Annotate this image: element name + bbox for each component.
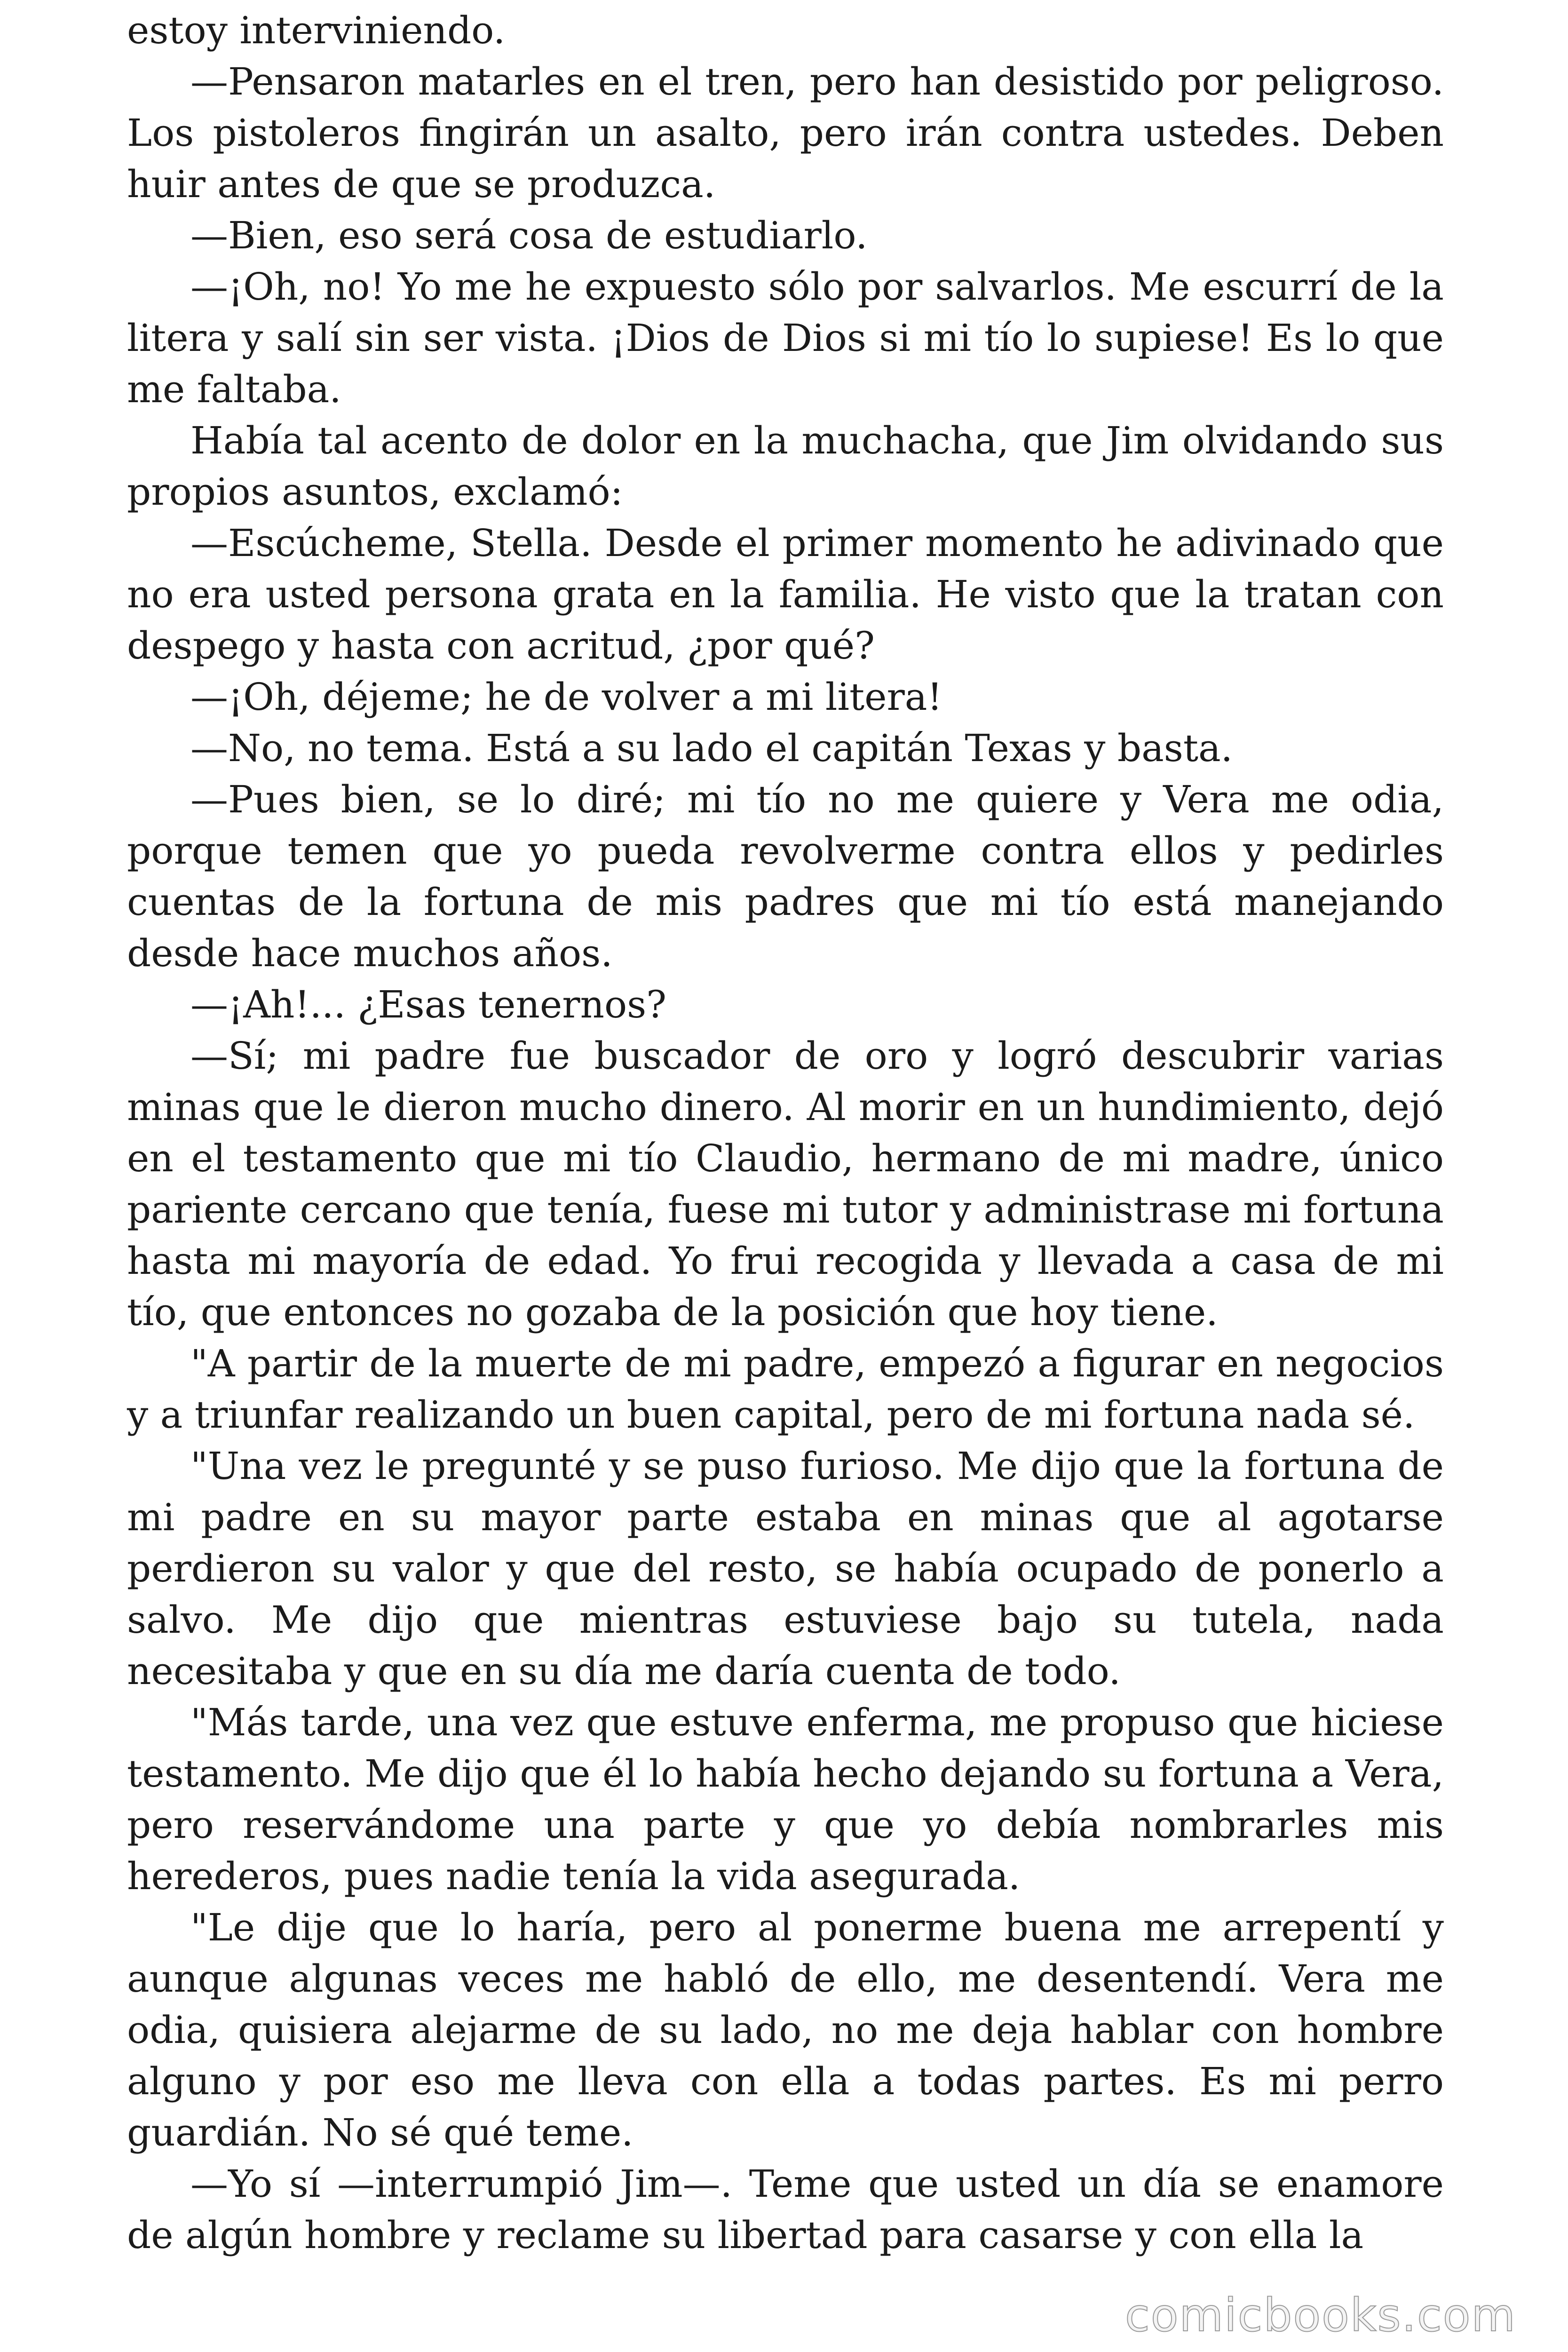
paragraph: —Pues bien, se lo diré; mi tío no me quiere y Vera me odia, porque temen que yo pueda revolverme contra ellos y pedirles cuentas de la fortuna de mis padres que mi tío está manejando desde hace muchos años. (127, 778, 1444, 975)
paragraph: —Bien, eso será cosa de estudiarlo. (190, 214, 868, 257)
paragraph: —¡Ah!... ¿Esas tenernos? (190, 983, 667, 1026)
paragraph: —¡Oh, no! Yo me he expuesto sólo por salvarlos. Me escurrí de la litera y salí sin ser vista. ¡Dios de Dios si mi tío lo supiese! Es lo que me faltaba. (127, 265, 1444, 411)
paragraph: —No, no tema. Está a su lado el capitán Texas y basta. (190, 726, 1233, 770)
paragraph: —¡Oh, déjeme; he de volver a mi litera! (190, 675, 942, 719)
paragraph: "Una vez le pregunté y se puso furioso. Me dijo que la fortuna de mi padre en su mayor parte estaba en minas que al agotarse perdieron su valor y que del resto, se había ocupado de ponerlo a salvo. Me dijo que mientras estuviese bajo su tutela, nada necesitaba y que en su día me daría cuenta de todo. (127, 1444, 1444, 1693)
watermark: comicbooks.com (1125, 2289, 1516, 2342)
paragraph: estoy interviniendo. (127, 8, 506, 52)
paragraph: —Pensaron matarles en el tren, pero han desistido por peligroso. Los pistoleros fingirán un asalto, pero irán contra ustedes. Deben huir antes de que se produzca. (127, 60, 1444, 206)
paragraph: —Escúcheme, Stella. Desde el primer momento he adivinado que no era usted persona grata en la familia. He visto que la tratan con despego y hasta con acritud, ¿por qué? (127, 521, 1444, 667)
paragraph: "A partir de la muerte de mi padre, empezó a figurar en negocios y a triunfar realizando un buen capital, pero de mi fortuna nada sé. (127, 1342, 1444, 1437)
page-text (127, 5, 1444, 2261)
paragraph: "Le dije que lo haría, pero al ponerme buena me arrepentí y aunque algunas veces me habló de ello, me desentendí. Vera me odia, quisiera alejarme de su lado, no me deja hablar con hombre alguno y por eso me lleva con ella a todas partes. Es mi perro guardián. No sé qué teme. (127, 1906, 1444, 2154)
paragraph: "Más tarde, una vez que estuve enferma, me propuso que hiciese testamento. Me dijo que él lo había hecho dejando su fortuna a Vera, pero reservándome una parte y que yo debía nombrarles mis herederos, pues nadie tenía la vida asegurada. (127, 1700, 1444, 1898)
paragraph: —Yo sí —interrumpió Jim—. Teme que usted un día se enamore de algún hombre y reclame su libertad para casarse y con ella la (127, 2162, 1444, 2257)
paragraph: —Sí; mi padre fue buscador de oro y logró descubrir varias minas que le dieron mucho dinero. Al morir en un hundimiento, dejó en el testamento que mi tío Claudio, hermano de mi madre, único pariente cercano que tenía, fuese mi tutor y administrase mi fortuna hasta mi mayoría de edad. Yo frui recogida y llevada a casa de mi tío, que entonces no gozaba de la posición que hoy tiene. (127, 1034, 1444, 1334)
paragraph: Había tal acento de dolor en la muchacha, que Jim olvidando sus propios asuntos, exclamó: (127, 419, 1444, 514)
